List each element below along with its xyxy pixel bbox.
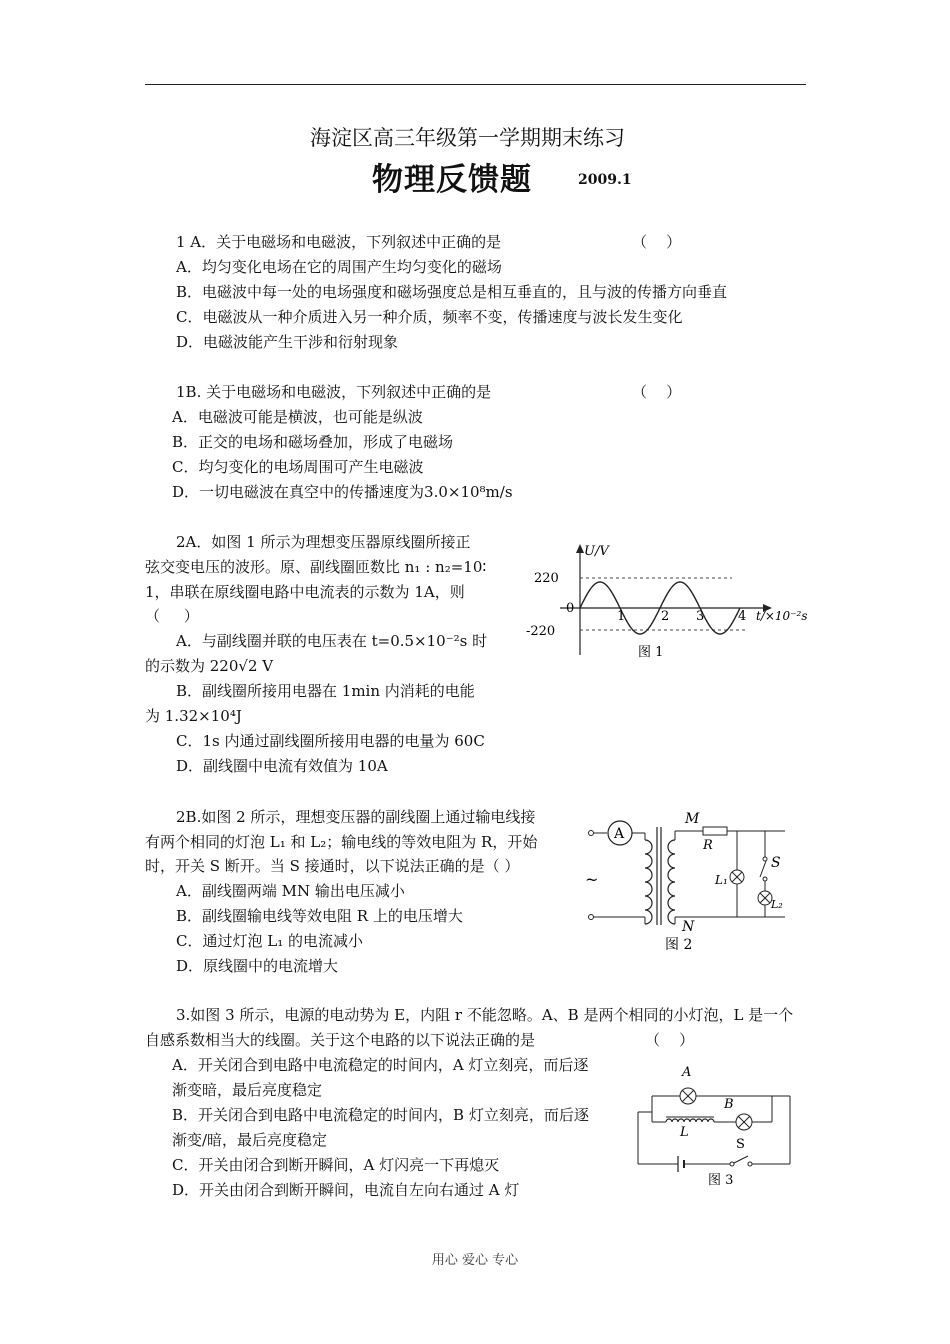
switch-s (734, 1156, 748, 1163)
x-tick-1: 1 (617, 609, 626, 624)
q1b-stem: 1B. 关于电磁场和电磁波，下列叙述中正确的是 (176, 383, 492, 401)
q2a-answer-blank: （ ） (145, 607, 199, 625)
inductor-l (666, 1119, 714, 1122)
page-subtitle: 物理反馈题 (372, 162, 532, 198)
label-l1: L₁ (715, 873, 728, 887)
q3-option-c: C．开关由闭合到断开瞬间，A 灯闪亮一下再熄灭 (172, 1156, 500, 1174)
label-m: M (685, 811, 700, 827)
label-s: S (736, 1137, 745, 1152)
label-n: N (682, 919, 695, 935)
q1b-option-c: C．均匀变化的电场周围可产生电磁波 (172, 458, 424, 476)
x-axis-label: t/×10⁻²s (756, 609, 808, 623)
page-title: 海淀区高三年级第一学期期末练习 (310, 126, 625, 150)
q3-option-b: B．开关闭合到电路中电流稳定的时间内，B 灯立刻亮，而后逐 (172, 1106, 589, 1124)
resistor-r (703, 827, 727, 835)
q2b-option-d: D．原线圈中的电流增大 (176, 957, 339, 975)
label-a: A (682, 1065, 692, 1080)
figure-2-caption: 图 2 (665, 937, 693, 953)
y-axis-label: U/V (584, 544, 609, 559)
q2a-option-b: B．副线圈所接用电器在 1min 内消耗的电能 (176, 682, 475, 700)
q2b-line-1: 2B.如图 2 所示，理想变压器的副线圈上通过输电线接 (176, 808, 536, 826)
q1b-option-b: B．正交的电场和磁场叠加，形成了电磁场 (172, 433, 454, 451)
label-b: B (724, 1097, 734, 1112)
y-tick-220: 220 (534, 571, 559, 586)
q1b-option-d: D．一切电磁波在真空中的传播速度为3.0×10⁸m/s (172, 483, 513, 501)
ammeter-label: A (614, 826, 625, 842)
q3-option-a: A．开关闭合到电路中电流稳定的时间内，A 灯立刻亮，而后逐 (172, 1056, 589, 1074)
q3-option-d: D．开关由闭合到断开瞬间，电流自左向右通过 A 灯 (172, 1181, 520, 1199)
ac-source-symbol: ~ (585, 870, 599, 889)
q2b-option-a: A．副线圈两端 MN 输出电压减小 (176, 882, 405, 900)
q2a-option-c: C．1s 内通过副线圈所接用电器的电量为 60C (176, 732, 485, 750)
q3-option-a-cont: 渐变暗，最后亮度稳定 (172, 1081, 323, 1099)
q2a-option-d: D．副线圈中电流有效值为 10A (176, 757, 388, 775)
q1a-stem: 1 A．关于电磁场和电磁波，下列叙述中正确的是 (176, 233, 502, 251)
q2b-option-c: C．通过灯泡 L₁ 的电流减小 (176, 932, 363, 950)
q3-line-1: 3.如图 3 所示，电源的电动势为 E，内阻 r 不能忽略。A、B 是两个相同的小灯泡，L 是一个 (176, 1006, 794, 1024)
figure-1-waveform (520, 540, 810, 670)
primary-terminal-top (589, 831, 594, 836)
footer-text: 用心 爱心 专心 (431, 1253, 519, 1268)
q1b-answer-blank: （ ） (632, 383, 682, 401)
primary-terminal-bottom (589, 915, 594, 920)
y-tick-neg220: -220 (526, 624, 556, 639)
q3-answer-blank: （ ） (645, 1031, 695, 1049)
switch-s (760, 861, 766, 877)
q1a-answer-blank: （ ） (632, 233, 682, 251)
q1a-option-a: A．均匀变化电场在它的周围产生均匀变化的磁场 (176, 258, 502, 276)
q1b-option-a: A．电磁波可能是横波，也可能是纵波 (172, 408, 423, 426)
q2a-line-1: 2A．如图 1 所示为理想变压器原线圈所接正 (176, 533, 471, 551)
q3-option-b-cont: 渐变/暗，最后亮度稳定 (172, 1131, 328, 1149)
q2b-line-3: 时，开关 S 断开。当 S 接通时，以下说法正确的是（ ） (145, 857, 520, 875)
label-r: R (703, 838, 713, 853)
secondary-coil (668, 840, 675, 924)
figure-2-circuit (585, 805, 800, 955)
figure-3-circuit (632, 1060, 797, 1190)
header-rule (145, 84, 806, 85)
label-l2: L₂ (771, 898, 783, 911)
x-tick-3: 3 (696, 609, 705, 624)
date: 2009.1 (578, 172, 632, 188)
x-tick-2: 2 (661, 609, 670, 624)
q3-line-2: 自感系数相当大的线圈。关于这个电路的以下说法正确的是 (145, 1031, 536, 1049)
label-l: L (680, 1125, 689, 1140)
q1a-option-c: C．电磁波从一种介质进入另一种介质，频率不变，传播速度与波长发生变化 (176, 308, 683, 326)
q2a-option-a-cont: 的示数为 220√2 V (145, 657, 274, 675)
q2b-option-b: B．副线圈输电线等效电阻 R 上的电压增大 (176, 907, 463, 925)
y-axis-arrow (576, 544, 584, 553)
q2a-option-a: A．与副线圈并联的电压表在 t=0.5×10⁻²s 时 (176, 632, 488, 650)
x-tick-4: 4 (738, 609, 747, 624)
q2a-line-3: 1，串联在原线圈电路中电流表的示数为 1A，则 (145, 583, 465, 601)
q2b-line-2: 有两个相同的灯泡 L₁ 和 L₂；输电线的等效电阻为 R，开始 (145, 833, 538, 851)
y-tick-0: 0 (566, 601, 575, 616)
figure-1-caption: 图 1 (638, 645, 664, 660)
label-s: S (771, 855, 781, 871)
primary-coil (645, 840, 652, 924)
q2a-line-2: 弦交变电压的波形。原、副线圈匝数比 n₁ : n₂=10∶ (145, 558, 487, 576)
q2a-option-b-cont: 为 1.32×10⁴J (145, 707, 242, 725)
figure-3-caption: 图 3 (708, 1173, 734, 1188)
q1a-option-b: B．电磁波中每一处的电场强度和磁场强度总是相互垂直的，且与波的传播方向垂直 (176, 283, 728, 301)
q1a-option-d: D．电磁波能产生干涉和衍射现象 (176, 333, 399, 351)
